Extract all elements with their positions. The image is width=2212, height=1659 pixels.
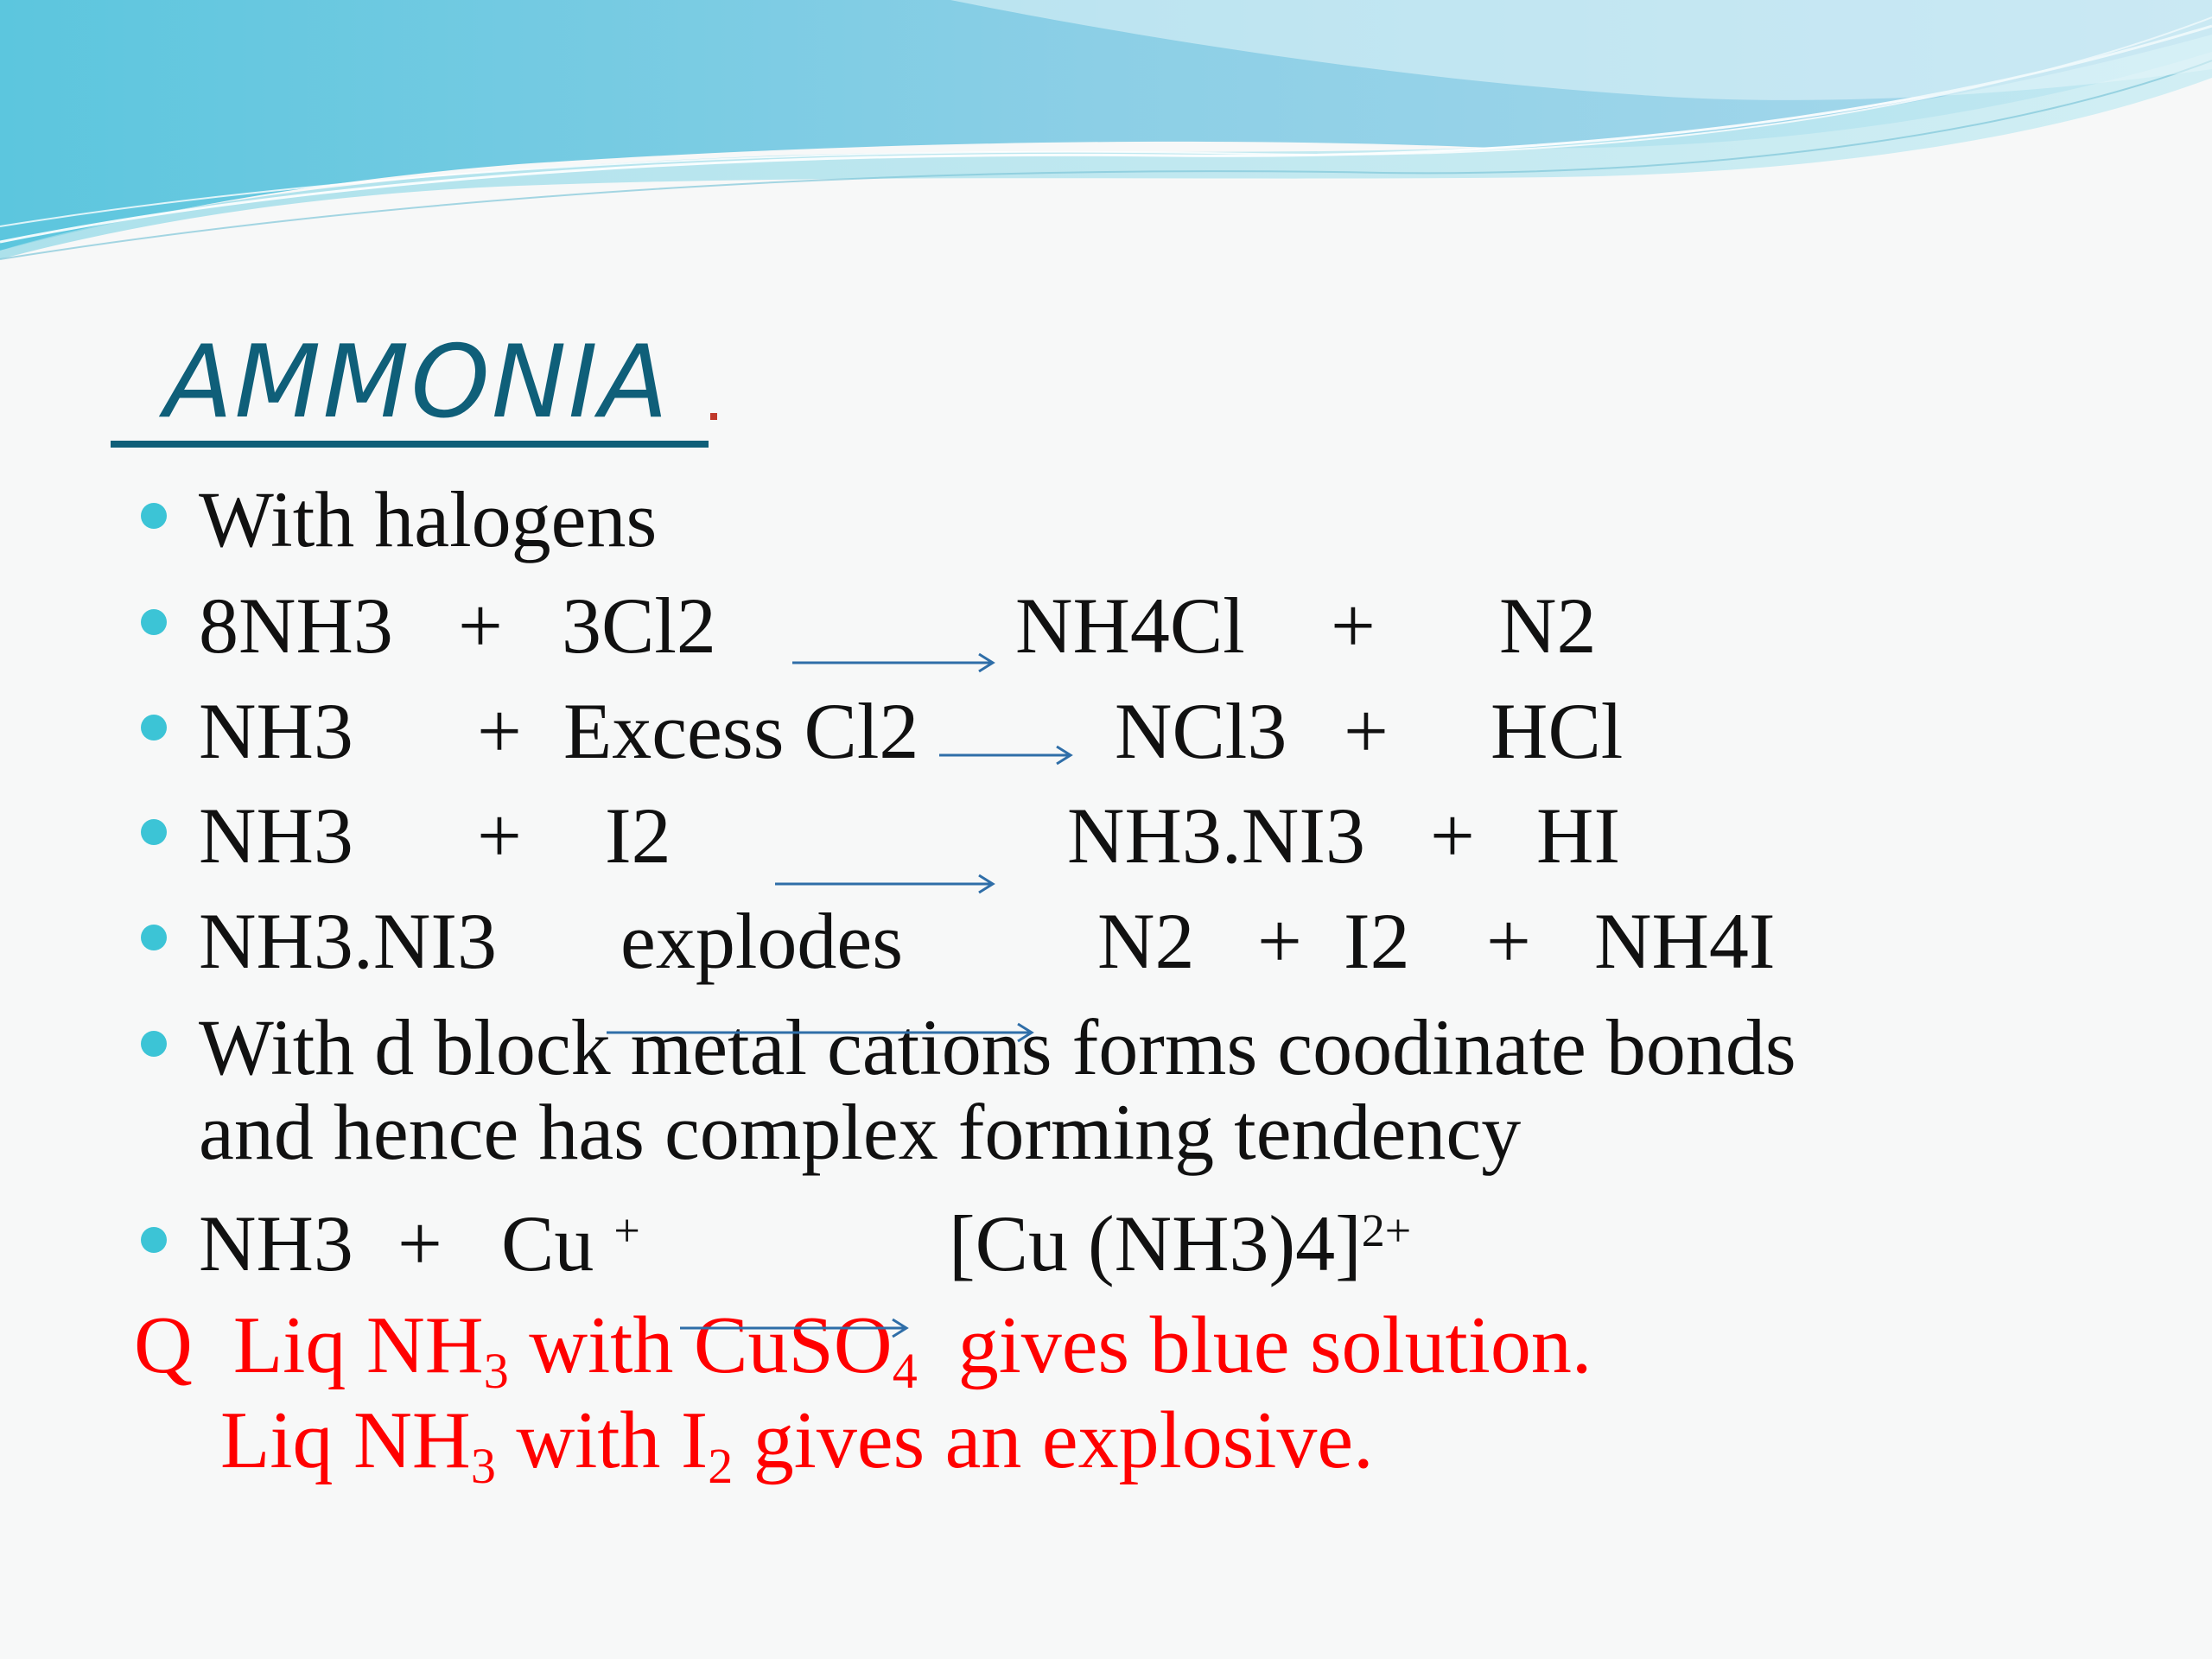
eq3-plus: + <box>477 791 522 880</box>
eq4-explodes-label: explodes <box>620 897 904 985</box>
eq2-plus: + <box>477 687 522 775</box>
eq2-reactant-2: Excess Cl2 <box>563 687 919 775</box>
title-underline <box>111 441 709 448</box>
eq5-plus: + <box>397 1199 442 1287</box>
bullet-icon <box>141 925 167 950</box>
reaction-arrow-icon <box>773 871 998 897</box>
reaction-arrow-icon <box>938 742 1076 768</box>
title-dot-decoration <box>710 413 717 420</box>
bullet-icon <box>141 609 167 635</box>
header-wave-decoration <box>0 0 2212 276</box>
note-line-2: Liq $NH_3$ with $I_2$ gives an explosive. <box>220 1395 1374 1494</box>
bullet-text-with-halogens: With halogens <box>199 475 658 563</box>
eq4-product-2: I2 <box>1344 897 1410 985</box>
eq1-product-1: NH4Cl <box>1015 582 1245 670</box>
eq3-reactant-2: I2 <box>605 791 671 880</box>
eq1-plus: + <box>1331 582 1376 670</box>
note-line-1: Q Liq $NH_3$ with CuSO$_4$ gives blue solution. <box>134 1300 1592 1399</box>
reaction-arrow-icon <box>678 1315 912 1341</box>
eq1-reactant-1: 8NH3 <box>199 582 393 670</box>
eq3-reactant-1: NH3 <box>199 791 353 880</box>
eq5-reactant-2: Cu + <box>501 1199 640 1287</box>
eq1-plus: + <box>458 582 503 670</box>
slide-title: AMMONIA <box>164 324 671 441</box>
bullet-text-d-block-line1: With d block metal cations forms coodinate bonds <box>199 1003 1796 1091</box>
note-q-label: Q <box>134 1300 193 1390</box>
bullet-icon <box>141 1031 167 1057</box>
eq4-product-3: NH4I <box>1594 897 1776 985</box>
eq3-product-2: HI <box>1536 791 1621 880</box>
eq5-product: [Cu (NH3)4]$^{2+}$ <box>949 1199 1412 1287</box>
bullet-text-d-block-line2: and hence has complex forming tendency <box>199 1088 1522 1176</box>
eq2-product-1: NCl3 <box>1115 687 1287 775</box>
reaction-arrow-icon <box>605 1020 1037 1046</box>
eq3-plus: + <box>1430 791 1475 880</box>
bullet-icon <box>141 503 167 529</box>
reaction-arrow-icon <box>791 650 998 676</box>
bullet-icon <box>141 1227 167 1253</box>
eq2-reactant-1: NH3 <box>199 687 353 775</box>
bullet-icon <box>141 819 167 845</box>
eq1-product-2: N2 <box>1499 582 1597 670</box>
eq4-reactant: NH3.NI3 <box>199 897 497 985</box>
eq1-reactant-2: 3Cl2 <box>562 582 716 670</box>
eq4-plus: + <box>1257 897 1302 985</box>
eq3-product-1: NH3.NI3 <box>1067 791 1365 880</box>
eq4-product-1: N2 <box>1097 897 1195 985</box>
eq2-product-2: HCl <box>1491 687 1624 775</box>
eq4-plus: + <box>1486 897 1531 985</box>
eq2-plus: + <box>1344 687 1389 775</box>
eq5-reactant-1: NH3 <box>199 1199 353 1287</box>
bullet-icon <box>141 715 167 741</box>
